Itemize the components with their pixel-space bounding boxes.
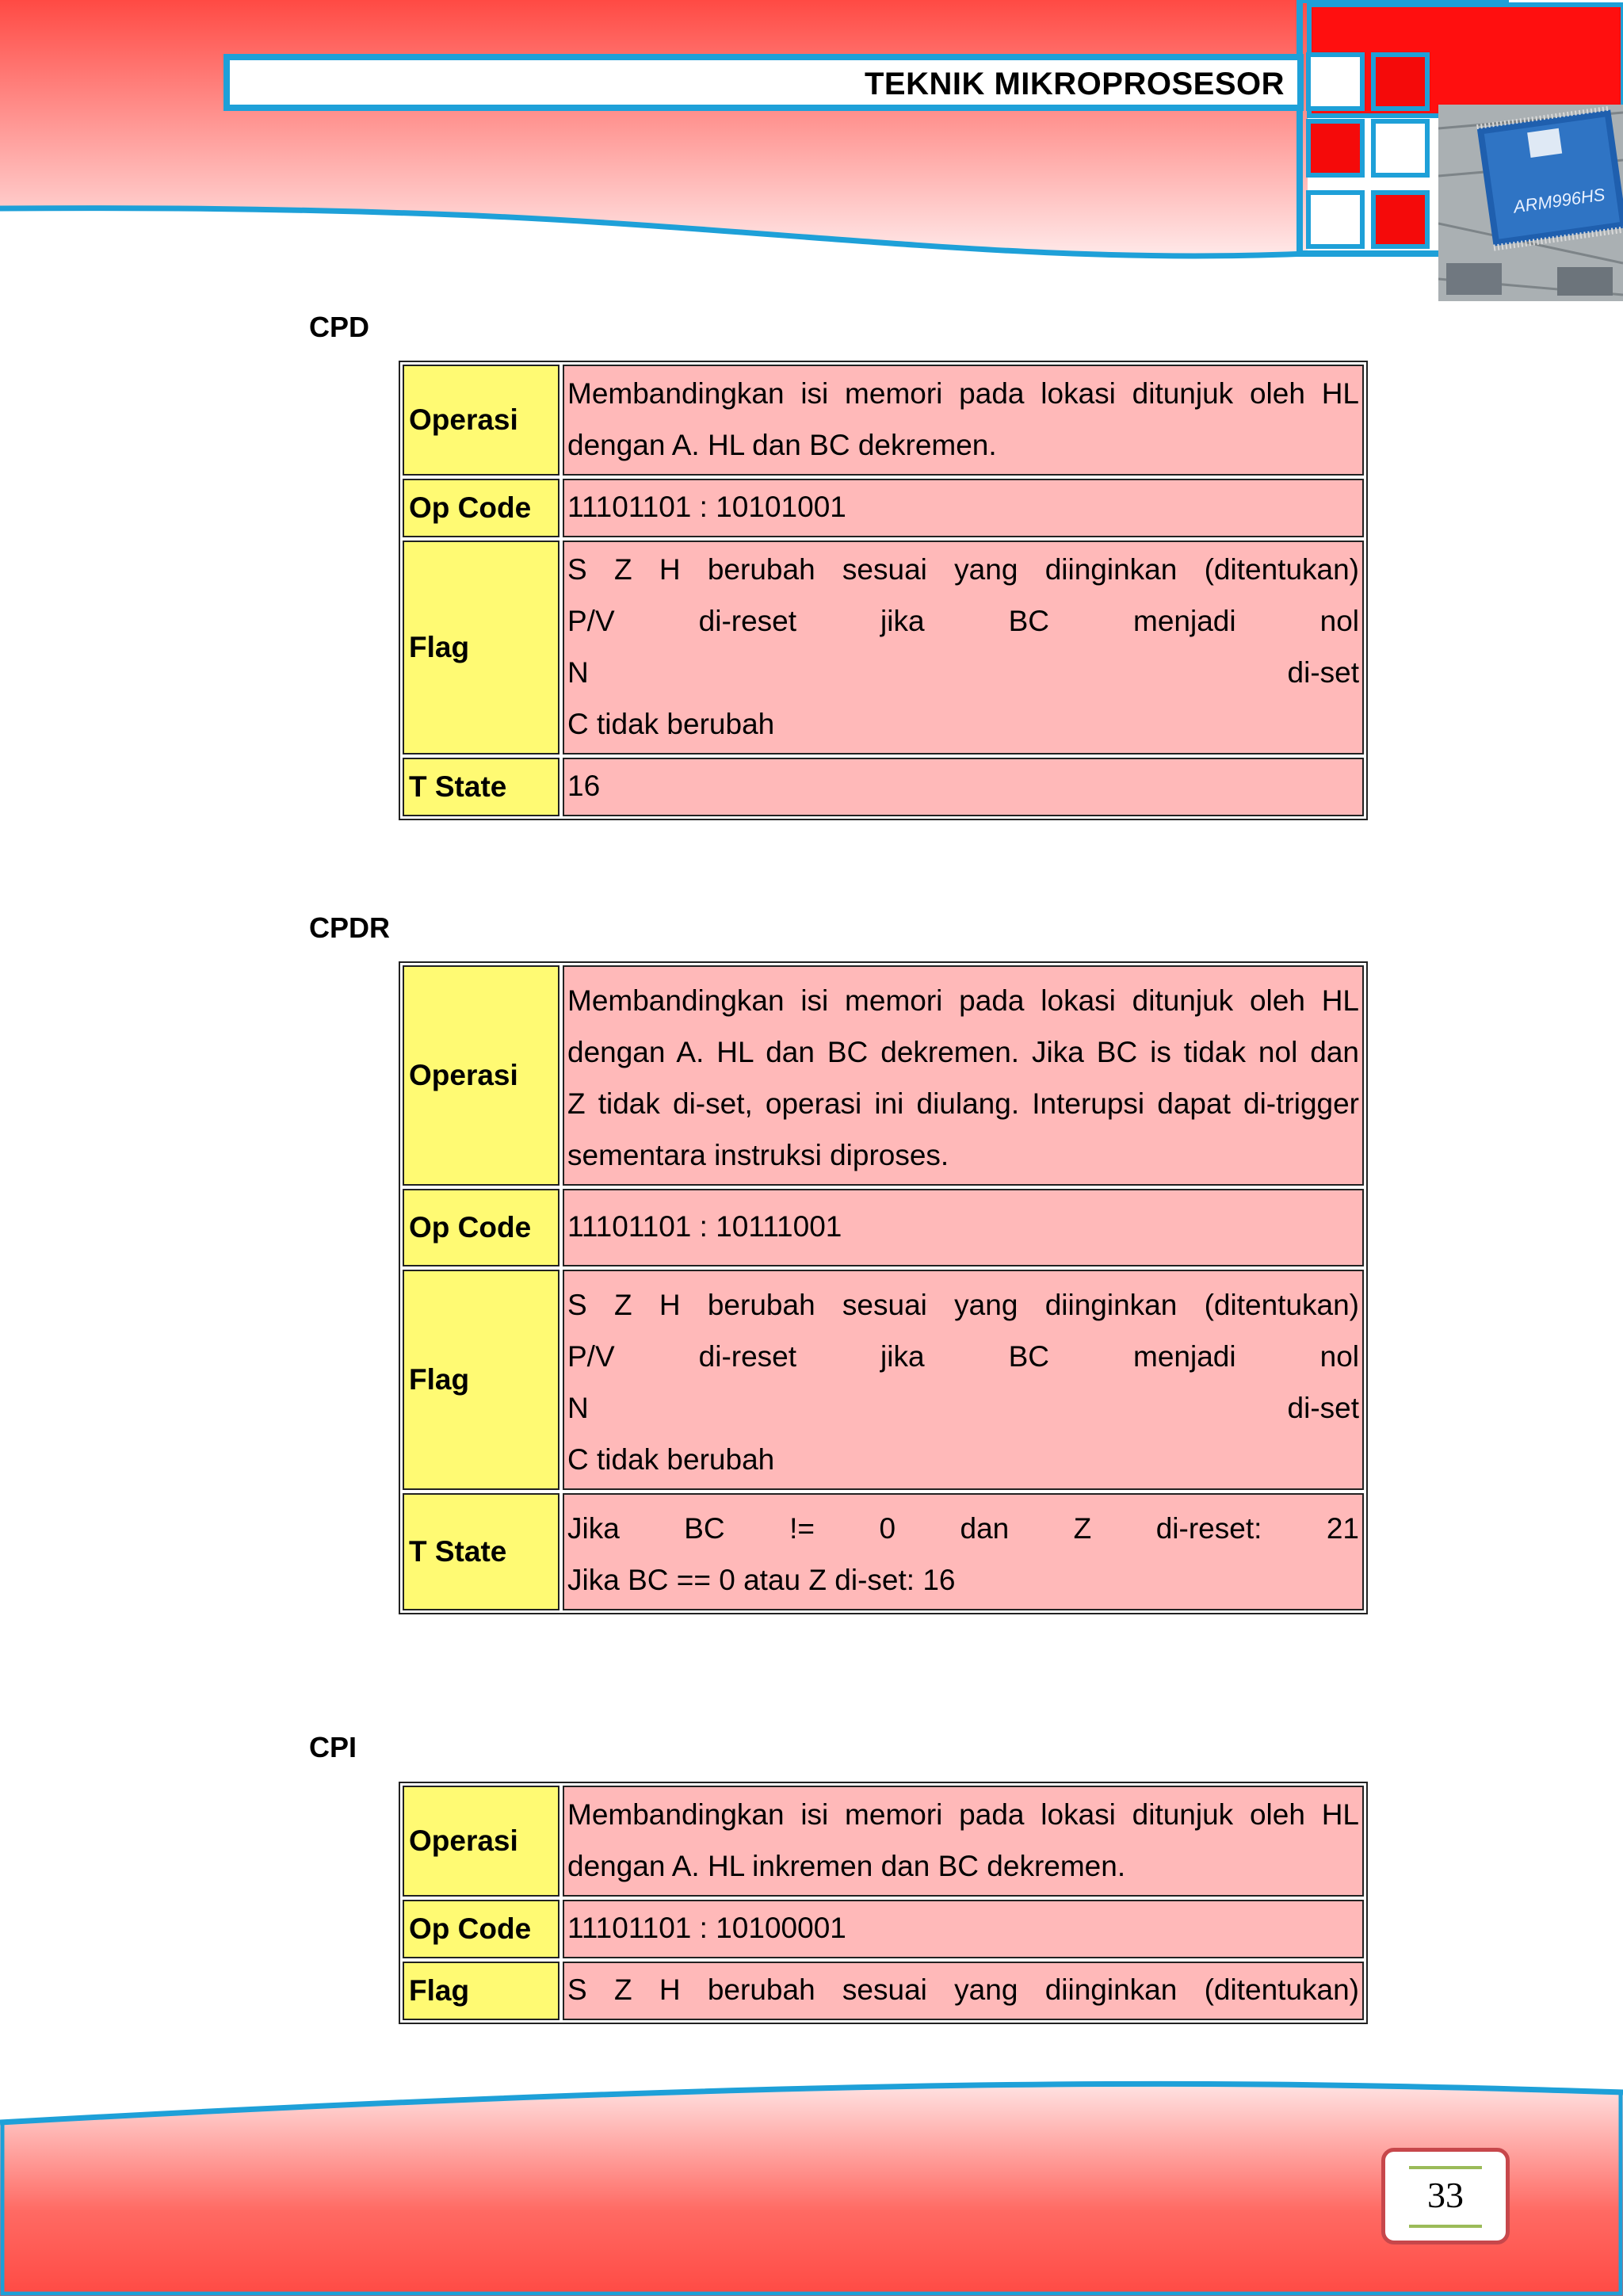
deco-square-white-3: [1306, 190, 1365, 249]
value-line: N di-set: [567, 656, 1359, 689]
value-line: S Z H berubah sesuai yang diinginkan (ditentukan): [567, 553, 1359, 586]
header-title: TEKNIK MIKROPROSESOR: [864, 67, 1285, 101]
value-line: P/V di-reset jika BC menjadi nol: [567, 1340, 1359, 1373]
value-line: Jika BC == 0 atau Z di-set: 16: [567, 1564, 956, 1596]
row-value: [563, 1900, 1364, 1958]
table-row: [403, 1189, 1364, 1266]
value-line: sementara instruksi diproses.: [567, 1139, 949, 1171]
badge-top-rule: [1409, 2166, 1482, 2169]
value-line: dengan A. HL dan BC dekremen. Jika BC is tidak nol dan: [567, 1036, 1359, 1068]
value-line: Membandingkan isi memori pada lokasi ditunjuk oleh HL: [567, 984, 1359, 1017]
deco-square-red-2: [1306, 119, 1365, 178]
instruction-table-cpd: [399, 361, 1368, 820]
row-label: Flag: [403, 541, 559, 755]
table-row: [403, 1900, 1364, 1958]
section-title-cpd: CPD: [309, 311, 370, 343]
value-line: Jika BC != 0 dan Z di-reset: 21: [567, 1512, 1359, 1545]
row-value: [563, 1786, 1364, 1897]
section-title-cpi: CPI: [309, 1731, 357, 1763]
table-row: [403, 365, 1364, 476]
row-value: [563, 541, 1364, 755]
row-label: Operasi: [403, 965, 559, 1186]
row-label: Operasi: [403, 365, 559, 476]
row-label: Op Code: [403, 1189, 559, 1266]
value-line: S Z H berubah sesuai yang diinginkan (ditentukan): [567, 1973, 1359, 2006]
value-line: Membandingkan isi memori pada lokasi ditunjuk oleh HL: [567, 377, 1359, 410]
table-row: [403, 1962, 1364, 2020]
table-row: [403, 758, 1364, 816]
row-value: [563, 1189, 1364, 1266]
row-label: Flag: [403, 1962, 559, 2020]
row-label: Operasi: [403, 1786, 559, 1897]
value-line: dengan A. HL inkremen dan BC dekremen.: [567, 1850, 1126, 1882]
value-line: C tidak berubah: [567, 1443, 775, 1476]
microprocessor-chip-image: [1438, 105, 1623, 301]
value-line: 16: [567, 770, 601, 802]
value-line: 11101101 : 10111001: [567, 1210, 842, 1243]
svg-text:ARM996HS: ARM996HS: [1512, 184, 1606, 217]
header-title-bar: [223, 54, 1304, 111]
value-line: dengan A. HL dan BC dekremen.: [567, 429, 997, 461]
table-row: [403, 1493, 1364, 1610]
row-label: Op Code: [403, 479, 559, 537]
table-row: [403, 1786, 1364, 1897]
row-value: [563, 965, 1364, 1186]
footer-background: [0, 2069, 1623, 2296]
row-label: T State: [403, 1493, 559, 1610]
deco-square-red-3: [1371, 190, 1430, 249]
row-label: T State: [403, 758, 559, 816]
value-line: 11101101 : 10101001: [567, 491, 846, 523]
badge-bottom-rule: [1409, 2225, 1482, 2228]
value-line: C tidak berubah: [567, 708, 775, 740]
page-number: 33: [1427, 2175, 1464, 2215]
section-title-cpdr: CPDR: [309, 911, 391, 944]
table-row: [403, 541, 1364, 755]
value-line: Z tidak di-set, operasi ini diulang. Interupsi dapat di-trigger: [567, 1087, 1359, 1120]
row-value: [563, 1493, 1364, 1610]
table-row: [403, 1270, 1364, 1490]
row-value: [563, 758, 1364, 816]
row-label: Flag: [403, 1270, 559, 1490]
row-label: Op Code: [403, 1900, 559, 1958]
instruction-table-cpdr: [399, 961, 1368, 1614]
value-line: P/V di-reset jika BC menjadi nol: [567, 605, 1359, 637]
value-line: Membandingkan isi memori pada lokasi ditunjuk oleh HL: [567, 1798, 1359, 1831]
deco-square-white-2: [1371, 119, 1430, 178]
row-value: [563, 1962, 1364, 2020]
page-number-badge: [1381, 2148, 1510, 2244]
value-line: S Z H berubah sesuai yang diinginkan (ditentukan): [567, 1289, 1359, 1321]
row-value: [563, 479, 1364, 537]
table-row: [403, 965, 1364, 1186]
instruction-table-cpi: [399, 1782, 1368, 2024]
deco-square-red-1: [1371, 52, 1430, 111]
value-line: 11101101 : 10100001: [567, 1912, 846, 1944]
row-value: [563, 365, 1364, 476]
deco-square-white-1: [1306, 52, 1365, 111]
table-row: [403, 479, 1364, 537]
row-value: [563, 1270, 1364, 1490]
value-line: N di-set: [567, 1392, 1359, 1424]
